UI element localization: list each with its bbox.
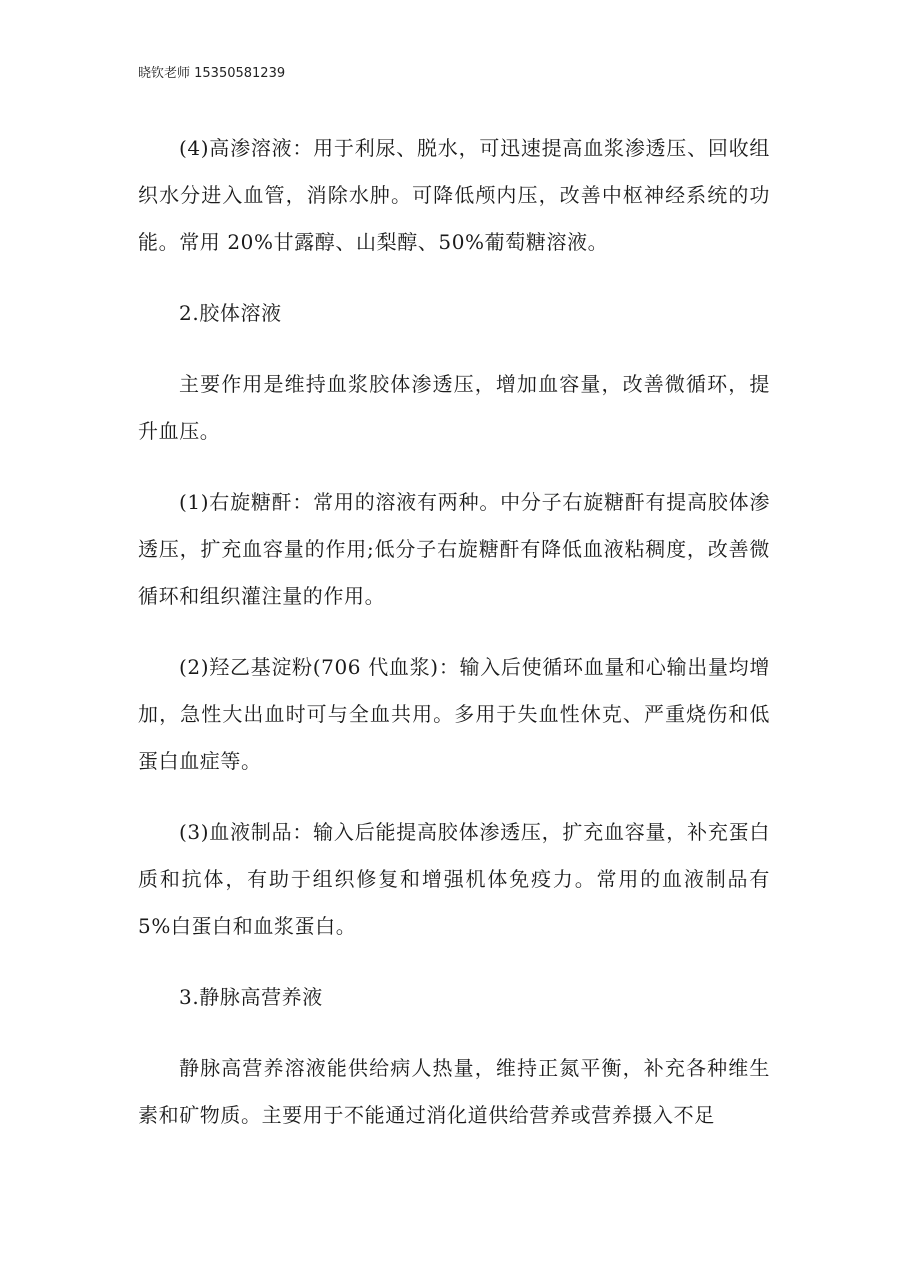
paragraph-parenteral-nutrition: 静脉高营养溶液能供给病人热量，维持正氮平衡，补充各种维生素和矿物质。主要用于不能通过消化道供给营养或营养摄入不足: [138, 1056, 770, 1127]
section-heading-parenteral-nutrition: 3.静脉高营养液: [179, 985, 323, 1009]
paragraph-blood-products: (3)血液制品：输入后能提高胶体渗透压，扩充血容量，补充蛋白质和抗体，有助于组织修复和增强机体免疫力。常用的血液制品有 5%白蛋白和血浆蛋白。: [138, 820, 770, 938]
section-heading-colloid-solution: 2.胶体溶液: [179, 301, 282, 325]
paragraph-colloid-main-function: 主要作用是维持血浆胶体渗透压，增加血容量，改善微循环，提升血压。: [138, 372, 770, 443]
document-body: [138, 125, 770, 1163]
paragraph-hydroxyethyl-starch: (2)羟乙基淀粉(706 代血浆)：输入后使循环血量和心输出量均增加，急性大出血时可与全血共用。多用于失血性休克、严重烧伤和低蛋白血症等。: [138, 655, 770, 773]
paragraph-dextran: (1)右旋糖酐：常用的溶液有两种。中分子右旋糖酐有提高胶体渗透压，扩充血容量的作用;低分子右旋糖酐有降低血液粘稠度，改善微循环和组织灌注量的作用。: [138, 490, 770, 608]
page-header: 晓钦老师 15350581239: [138, 66, 286, 81]
paragraph-hypertonic-solution: (4)高渗溶液：用于利尿、脱水，可迅速提高血浆渗透压、回收组织水分进入血管，消除水肿。可降低颅内压，改善中枢神经系统的功能。常用 20%甘露醇、山梨醇、50%葡萄糖溶液。: [138, 136, 770, 254]
